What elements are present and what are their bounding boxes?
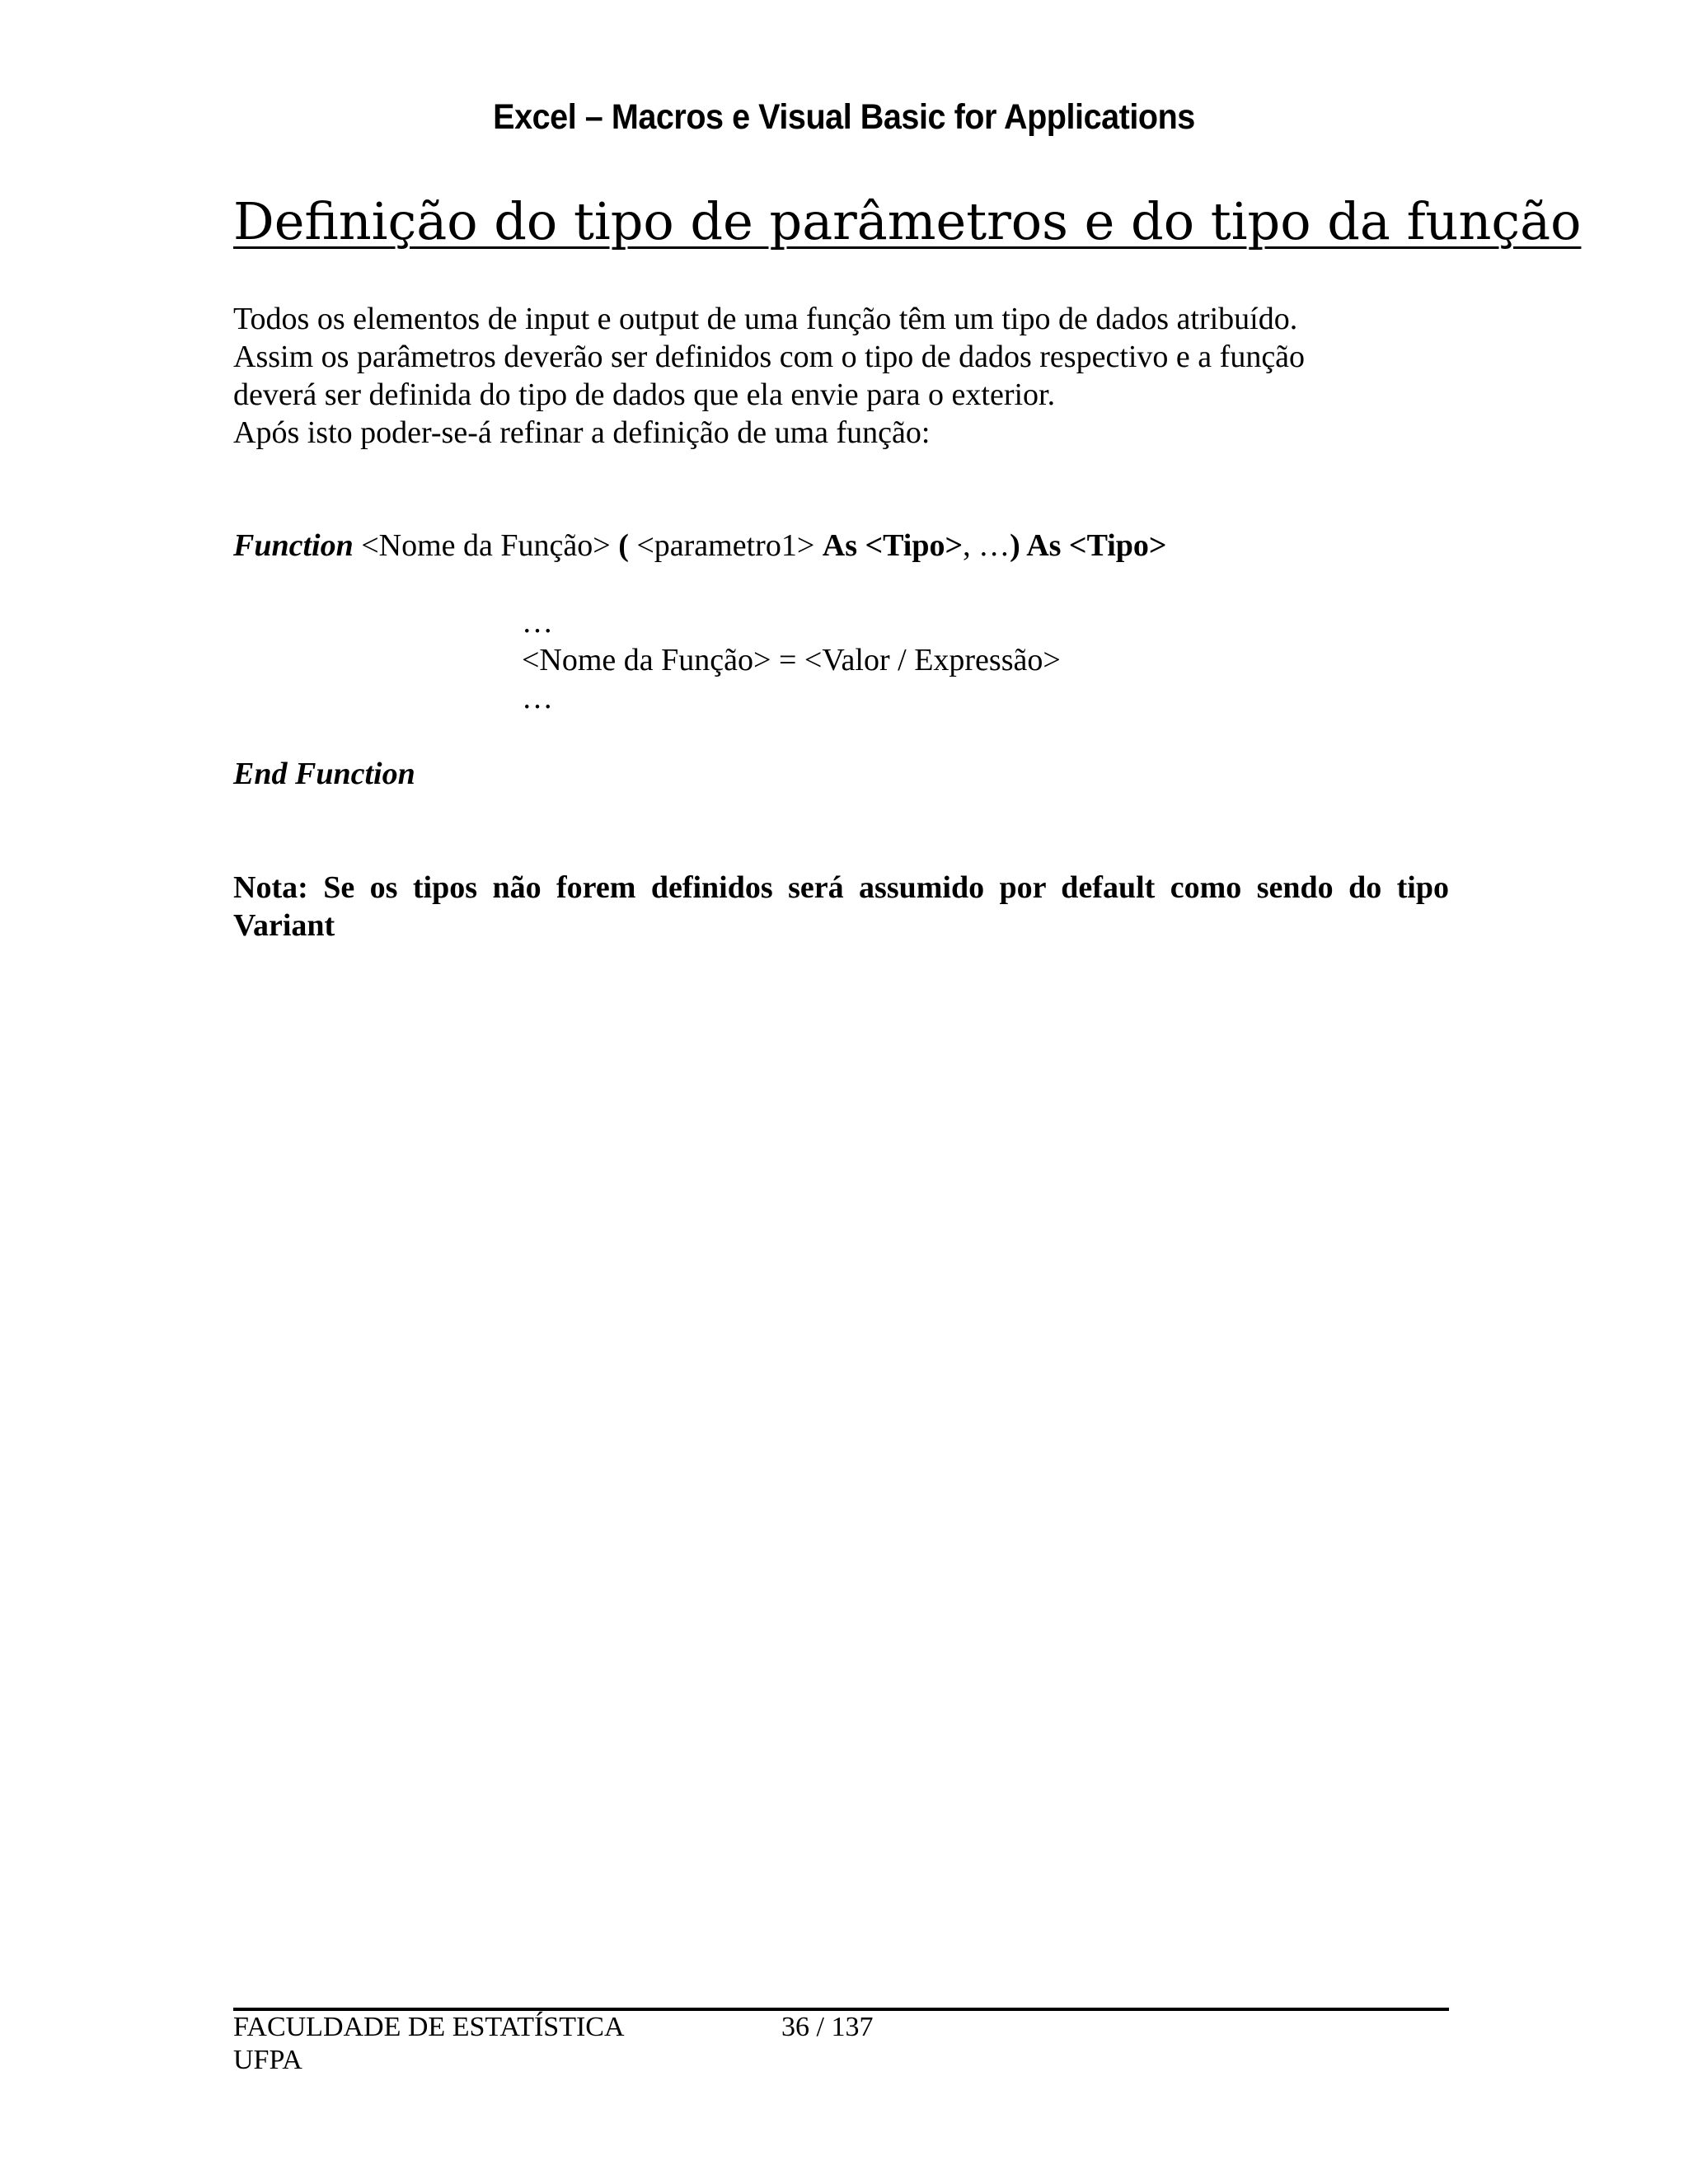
function-signature: [233, 527, 1167, 565]
return-type: ) As <Tipo>: [1010, 528, 1167, 563]
intro-line-3: deverá ser definida do tipo de dados que ela envie para o exterior.: [233, 377, 1056, 412]
parameter-ellipsis: , …: [963, 528, 1010, 563]
intro-line-1: Todos os elementos de input e output de uma função têm um tipo de dados atribuído.: [233, 302, 1298, 336]
note-paragraph: [233, 869, 1449, 944]
function-keyword: Function: [233, 528, 354, 563]
function-name-placeholder: <Nome da Função>: [353, 528, 619, 563]
parameter-type: As <Tipo>: [822, 528, 964, 563]
open-paren: (: [618, 528, 637, 563]
footer-university: UFPA: [233, 2045, 302, 2075]
running-header: Excel – Macros e Visual Basic for Applications: [493, 97, 1195, 137]
note-line-1: Nota: Se os tipos não forem definidos será assumido por default como sendo do tipo: [233, 870, 1449, 905]
note-line-2: Variant: [233, 908, 335, 943]
section-title: Definição do tipo de parâmetros e do tipo da função: [233, 191, 1582, 251]
footer-page-number: 36 / 137: [781, 2012, 874, 2042]
end-function-keyword: End Function: [233, 757, 415, 791]
parameter-placeholder: <parametro1>: [636, 528, 823, 563]
intro-paragraph: [233, 300, 1449, 414]
body-ellipsis-top: …: [522, 605, 553, 640]
intro-followup: Após isto poder-se-á refinar a definição de uma função:: [233, 415, 931, 450]
intro-line-2: Assim os parâmetros deverão ser definidos com o tipo de dados respectivo e a função: [233, 340, 1306, 374]
body-ellipsis-bottom: …: [522, 681, 553, 715]
function-assignment: <Nome da Função> = <Valor / Expressão>: [522, 643, 1061, 677]
footer-institution: FACULDADE DE ESTATÍSTICA: [233, 2012, 625, 2042]
